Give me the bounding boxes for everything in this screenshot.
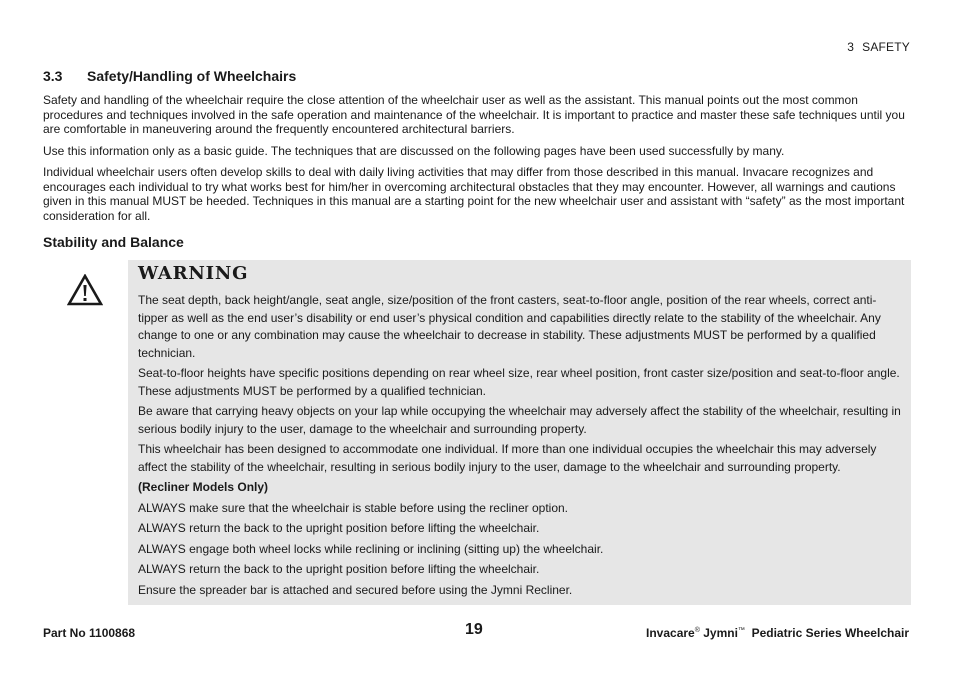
section-title-text: Safety/Handling of Wheelchairs (87, 68, 297, 84)
series-name: Pediatric Series Wheelchair (751, 626, 909, 640)
chapter-title: SAFETY (862, 40, 910, 54)
product-line (646, 626, 909, 640)
part-number: Part No 1100868 (43, 626, 136, 640)
recliner-item: Ensure the spreader bar is attached and secured before using the Jymni Recliner. (138, 582, 573, 597)
section-number: 3.3 (43, 68, 63, 84)
registered-mark: ® (694, 627, 700, 634)
recliner-item: ALWAYS return the back to the upright position before lifting the wheelchair. (138, 521, 540, 535)
recliner-heading: (Recliner Models Only) (138, 480, 269, 494)
warning-block (43, 260, 911, 605)
warning-paragraph: This wheelchair has been designed to accommodate one individual. If more than one individual occupies the wheelchair this may adversely affect the stability of the wheelchair, resulting in serious bodily injury to the user, damage to the wheelchair and surrounding property. (138, 442, 877, 474)
individual-paragraph: Individual wheelchair users often develop skills to deal with daily living activities that may differ from those described in this manual. Invacare recognizes and encourages each individual to try what works best for him/her in overcoming architectural obstacles that they may encounter. However, all warnings and cautions given in this manual MUST be heeded. Techniques in this manual are a starting point for the new wheelchair user and assistant with “safety” as the most important consideration for all. (43, 165, 905, 223)
warning-box (128, 260, 911, 605)
intro-paragraph: Safety and handling of the wheelchair require the close attention of the wheelchair user as well as the assistant. This manual points out the most common procedures and techniques involved in the safe operation and maintenance of the wheelchair. It is important to practice and master these safe techniques until you are comfortable in maneuvering around the frequently encountered architectural barriers. (43, 93, 905, 136)
recliner-item: ALWAYS return the back to the upright position before lifting the wheelchair. (138, 562, 540, 576)
main-content (43, 68, 911, 605)
trademark-mark: ™ (737, 627, 745, 634)
recliner-item: ALWAYS engage both wheel locks while reclining or inclining (sitting up) the wheelchair. (138, 541, 604, 556)
recliner-item: ALWAYS make sure that the wheelchair is stable before using the recliner option. (138, 500, 569, 515)
section-title (43, 68, 911, 84)
warning-title: WARNING (138, 263, 249, 284)
page-number: 19 (465, 621, 483, 638)
warning-paragraph: Be aware that carrying heavy objects on your lap while occupying the wheelchair may adversely affect the stability of the wheelchair, resulting in serious bodily injury to the user, damage to the wheelchair and surrounding property. (138, 404, 901, 436)
warning-triangle-icon (67, 274, 103, 306)
guide-paragraph: Use this information only as a basic guide. The techniques that are discussed on the following pages have been used successfully by many. (43, 143, 785, 158)
chapter-number: 3 (847, 40, 855, 54)
warning-paragraph: Seat-to-floor heights have specific positions depending on rear wheel size, rear wheel position, front caster size/position and seat-to-floor angle. These adjustments MUST be performed by a qualified technician. (138, 366, 900, 398)
product-name: Jymni (703, 626, 738, 640)
page-header (847, 40, 910, 54)
brand-name: Invacare (646, 626, 695, 640)
subsection-title: Stability and Balance (43, 234, 184, 250)
warning-paragraph: The seat depth, back height/angle, seat angle, size/position of the front casters, seat-to-floor angle, position of the rear wheels, correct anti-tipper as well as the end user’s disability or end user’s physical condition and capabilities directly relate to the stability of the wheelchair. Any change to one or any combination may cause the wheelchair to decrease in stability. These adjustments MUST be performed by a qualified technician. (138, 293, 881, 360)
